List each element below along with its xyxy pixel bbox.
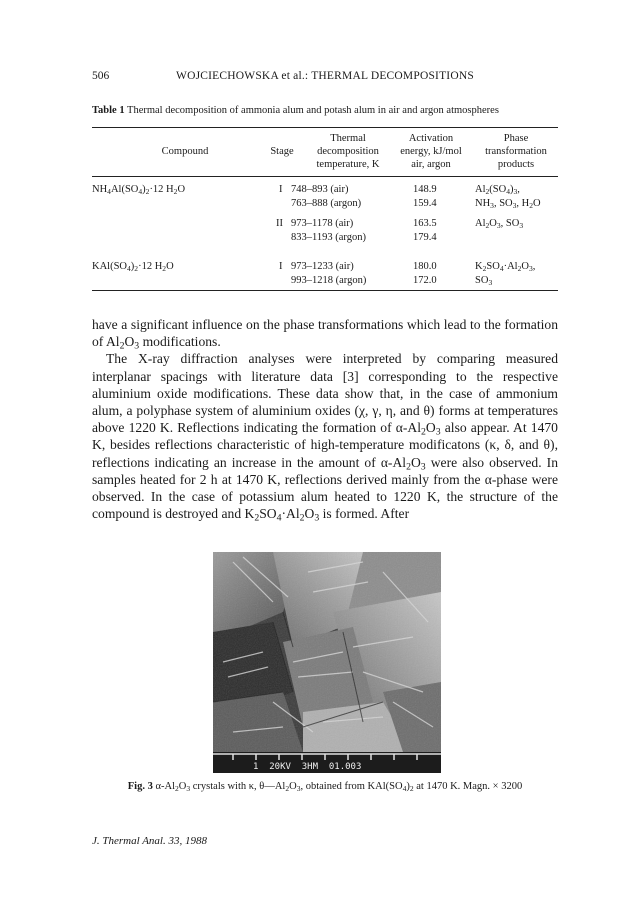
cell-compound: $NH_4Al(SO_4)_2\cdot 12$ $H_2O$ [92,184,186,197]
col-header-stage: Stage [270,146,294,157]
cell-temperature: 973–1178 (air) [291,218,354,229]
col-header-energy-line2: energy, kJ/mol [400,146,462,157]
table-top-rule [92,127,558,128]
paragraph-1: have a significant influence on the phase transformations which lead to the formation of $Al_2O_3$ modifications. [92,317,558,352]
cell-temperature: 973–1233 (air) [291,261,354,272]
cell-stage: I [279,184,283,195]
figure-caption [92,781,558,792]
cell-products: $Al_2O_3$, $SO_3$ [475,218,524,231]
col-header-temperature-line1: Thermal [330,133,366,144]
cell-energy: 159.4 [413,198,437,209]
cell-temperature: 993–1218 (argon) [291,275,367,286]
col-header-energy [392,132,470,171]
paragraph-2: The X-ray diffraction analyses were interpreted by comparing measured interplanar spacings with literature data [3] corresponding to the respective aluminium oxide modifications. These data show that, in the case of ammonium alum, a polyphase system of aluminium oxides (χ, γ, η, and θ) forms at temperatures above 1220 K. Reflections indicating the formation of $\alpha-Al_2O_3$ also appear. At 1470 K, besides reflections characteristic of high-temperature modificatons (κ, δ, and θ), reflections indicating an increase in the amount of $\alpha-Al_2O_3$ were also observed. In samples heated for 2 h at 1470 K, reflections derived mainly from the α-phase were observed. In the case of potassium alum heated to 1220 K, the structure of the compound is destroyed and $K_2SO_4\cdot Al_2O_3$ is formed. After [92,351,558,524]
col-header-energy-line1: Activation [408,133,454,144]
cell-compound: $KAl(SO_4)_2\cdot 12$ $H_2O$ [92,261,174,274]
body-text [92,316,558,522]
cell-energy: 172.0 [413,275,437,286]
table-label: Table 1 [92,105,125,116]
cell-temperature: 748–893 (air) [291,184,349,195]
cell-energy: 179.4 [413,232,437,243]
micrograph-label: 1 20KV 3HM 01.003 [253,762,362,772]
cell-energy: 148.9 [413,184,437,195]
table-header-rule [92,176,558,177]
cell-energy: 180.0 [413,261,437,272]
col-header-energy-line3: air, argon [411,159,451,170]
col-header-products-line2: transformation [485,146,547,157]
cell-temperature: 833–1193 (argon) [291,232,366,243]
figure-caption-text: $\alpha-Al_2O_3$ crystals with κ, $\theta—Al_2O_3$, obtained from $KAl(SO_4)_2$ at 1470 K. Magn. × 3200 [155,781,523,794]
col-header-compound: Compound [161,146,209,157]
cell-stage: I [279,261,283,272]
col-header-temperature-line3: temperature, K [316,159,380,170]
cell-products: $SO_3$ [475,275,493,288]
cell-products: $NH_3$, $SO_3$, $H_2O$ [475,198,541,211]
table-caption [92,105,572,116]
cell-stage: II [276,218,283,229]
cell-products: $Al_2(SO_4)_3$, [475,184,520,197]
journal-footer: J. Thermal Anal. 33, 1988 [92,835,207,847]
page-number: 506 [92,70,110,82]
micrograph-image [213,552,441,773]
table-bottom-rule [92,290,558,291]
col-header-products [470,132,562,171]
col-header-products-line3: products [497,159,535,170]
cell-energy: 163.5 [413,218,437,229]
col-header-products-line1: Phase [503,133,529,144]
running-header [92,70,558,86]
table-caption-text: Thermal decomposition of ammonia alum and potash alum in air and argon atmospheres [127,105,499,116]
col-header-temperature-line2: decomposition [317,146,379,157]
cell-products: $K_2SO_4\cdot Al_2O_3$, [475,261,536,274]
figure-label: Fig. 3 [127,781,153,792]
cell-temperature: 763–888 (argon) [291,198,362,209]
col-header-temperature [304,132,392,171]
sem-micrograph [213,552,441,773]
running-title: WOJCIECHOWSKA et al.: THERMAL DECOMPOSITIONS [176,70,474,82]
